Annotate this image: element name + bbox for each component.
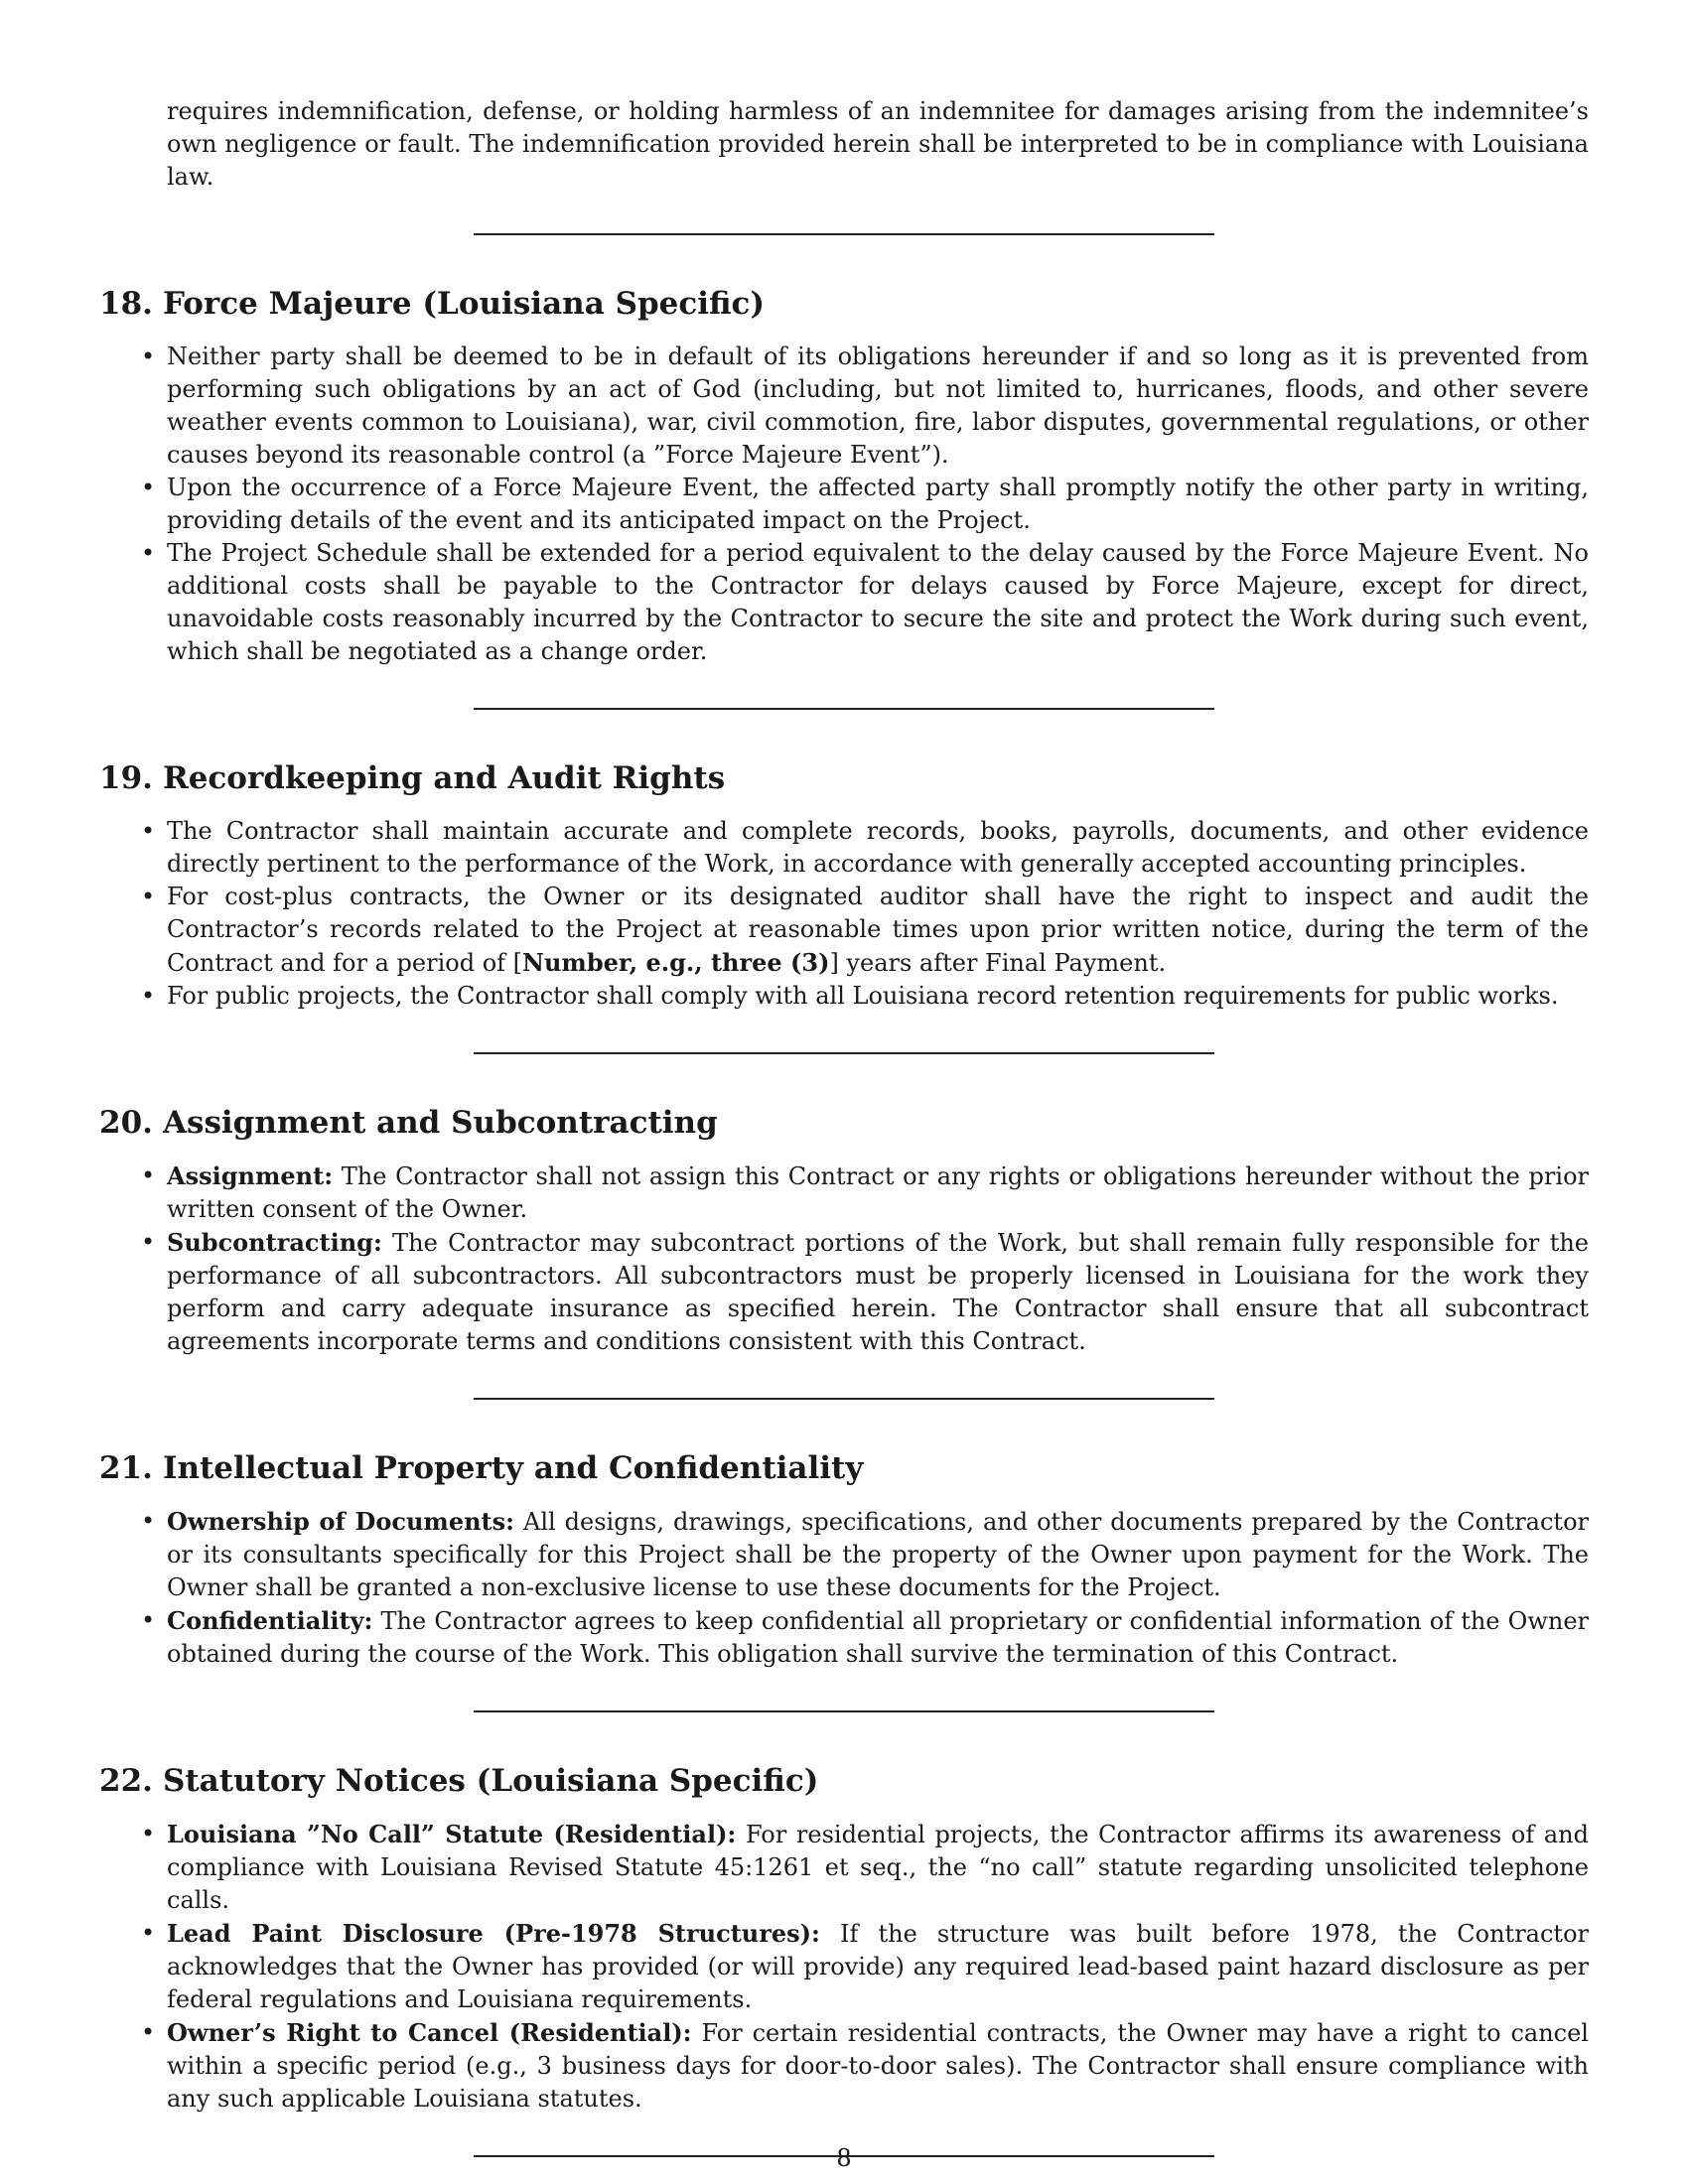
section-22 [99,1762,1589,2116]
section-divider [474,708,1214,710]
section-divider [474,1052,1214,1054]
bullet-list [99,1818,1589,2116]
list-item [167,1160,1589,1226]
section-title: Assignment and Subcontracting [162,1105,718,1141]
item-text: Upon the occurrence of a Force Majeure Event, the affected party shall promptly notify the other party in writing, providing details of the event and its anticipated impact on the Project. [167,474,1589,534]
section-heading [99,759,1589,797]
list-item [167,1917,1589,2016]
item-text: For public projects, the Contractor shall comply with all Louisiana record retention requirements for public works. [167,982,1559,1010]
list-item [167,1505,1589,1604]
section-title: Intellectual Property and Confidentiality [162,1450,864,1486]
section-title: Recordkeeping and Audit Rights [162,760,726,796]
item-lead: Confidentiality: [167,1606,373,1635]
list-item [167,341,1589,472]
item-text: The Contractor shall maintain accurate and complete records, books, payrolls, documents, and other evidence directly pertinent to the performance of the Work, in accordance with generally accepted accounting principles. [167,817,1589,878]
list-item [167,537,1589,668]
section-number: 18. [99,286,153,322]
section-number: 19. [99,760,153,796]
list-item [167,881,1589,980]
section-number: 20. [99,1105,153,1141]
list-item [167,1818,1589,1917]
list-item [167,472,1589,537]
list-item [167,1226,1589,1358]
section-19 [99,759,1589,1013]
page-number: 8 [836,2144,852,2172]
bullet-list [99,341,1589,668]
section-20 [99,1104,1589,1358]
item-text: For cost-plus contracts, the Owner or its designated auditor shall have the right to inspect and audit the Contractor’s records related to the Project at reasonable times upon prior written notice, during the term of the Contract and for a period of [ [167,883,1589,977]
item-text: The Contractor shall not assign this Contract or any rights or obligations hereunder without the prior written consent of the Owner. [167,1162,1589,1223]
bullet-list [99,815,1589,1013]
section-heading [99,1762,1589,1800]
section-heading [99,1449,1589,1487]
section-heading [99,285,1589,323]
item-text: For certain residential contracts, the Owner may have a right to cancel within a specific period (e.g., 3 business days for door-to-door sales). The Contractor shall ensure compliance with any such applicable Louisiana statutes. [167,2019,1589,2113]
section-divider [474,1710,1214,1712]
item-lead: Lead Paint Disclosure (Pre-1978 Structures): [167,1919,820,1948]
section-21 [99,1449,1589,1671]
item-text: Neither party shall be deemed to be in default of its obligations hereunder if and so long as it is prevented from performing such obligations by an act of God (including, but not limited to, hurricanes, floods, and other severe weather events common to Louisiana), war, civil commotion, fire, labor disputes, governmental regulations, or other causes beyond its reasonable control (a ”Force Majeure Event”). [167,342,1589,469]
section-divider [474,1398,1214,1400]
placeholder-field: Number, e.g., three (3) [522,948,830,977]
item-lead: Owner’s Right to Cancel (Residential): [167,2018,692,2047]
list-item [167,980,1589,1013]
list-item [167,815,1589,881]
section-title: Force Majeure (Louisiana Specific) [162,286,766,322]
section-heading [99,1104,1589,1142]
item-lead: Louisiana ”No Call” Statute (Residential): [167,1820,737,1848]
bullet-list [99,1505,1589,1671]
item-lead: Ownership of Documents: [167,1507,514,1536]
section-number: 21. [99,1450,153,1486]
item-text: If the structure was built before 1978, the Contractor acknowledges that the Owner has provided (or will provide) any required lead-based paint hazard disclosure as per federal regulations and Louisiana requirements. [167,1920,1589,2013]
section-18 [99,285,1589,668]
item-text: For residential projects, the Contractor affirms its awareness of and compliance with Louisiana Revised Statute 45:1261 et seq., the “no call” statute regarding unsolicited telephone calls. [167,1821,1589,1914]
list-item [167,2016,1589,2116]
item-text: All designs, drawings, specifications, and other documents prepared by the Contractor or its consultants specifically for this Project shall be the property of the Owner upon payment for the Work. The Owner shall be granted a non-exclusive license to use these documents for the Project. [167,1508,1589,1601]
list-item [167,1604,1589,1671]
item-text: The Project Schedule shall be extended for a period equivalent to the delay caused by the Force Majeure Event. No additional costs shall be payable to the Contractor for delays caused by Force Majeure, except for direct, unavoidable costs reasonably incurred by the Contractor to secure the site and protect the Work during such event, which shall be negotiated as a change order. [167,539,1589,665]
section-divider [474,233,1214,235]
item-lead: Subcontracting: [167,1228,382,1257]
item-text: The Contractor may subcontract portions of the Work, but shall remain fully responsible for the performance of all subcontractors. All subcontractors must be properly licensed in Louisiana for the work they perform and carry adequate insurance as specified herein. The Contractor shall ensure that all subcontract agreements incorporate terms and conditions consistent with this Contract. [167,1229,1589,1355]
item-lead: Assignment: [167,1161,334,1190]
section-title: Statutory Notices (Louisiana Specific) [162,1763,819,1799]
section-number: 22. [99,1763,153,1799]
item-text-after: ] years after Final Payment. [829,949,1167,977]
bullet-list [99,1160,1589,1358]
intro-paragraph: requires indemnification, defense, or holding harmless of an indemnitee for damages arising from the indemnitee’s own negligence or fault. The indemnification provided herein shall be interpreted to be in compliance with Louisiana law. [167,97,1589,191]
item-text: The Contractor agrees to keep confidential all proprietary or confidential information of the Owner obtained during the course of the Work. This obligation shall survive the termination of this Contract. [167,1607,1589,1668]
